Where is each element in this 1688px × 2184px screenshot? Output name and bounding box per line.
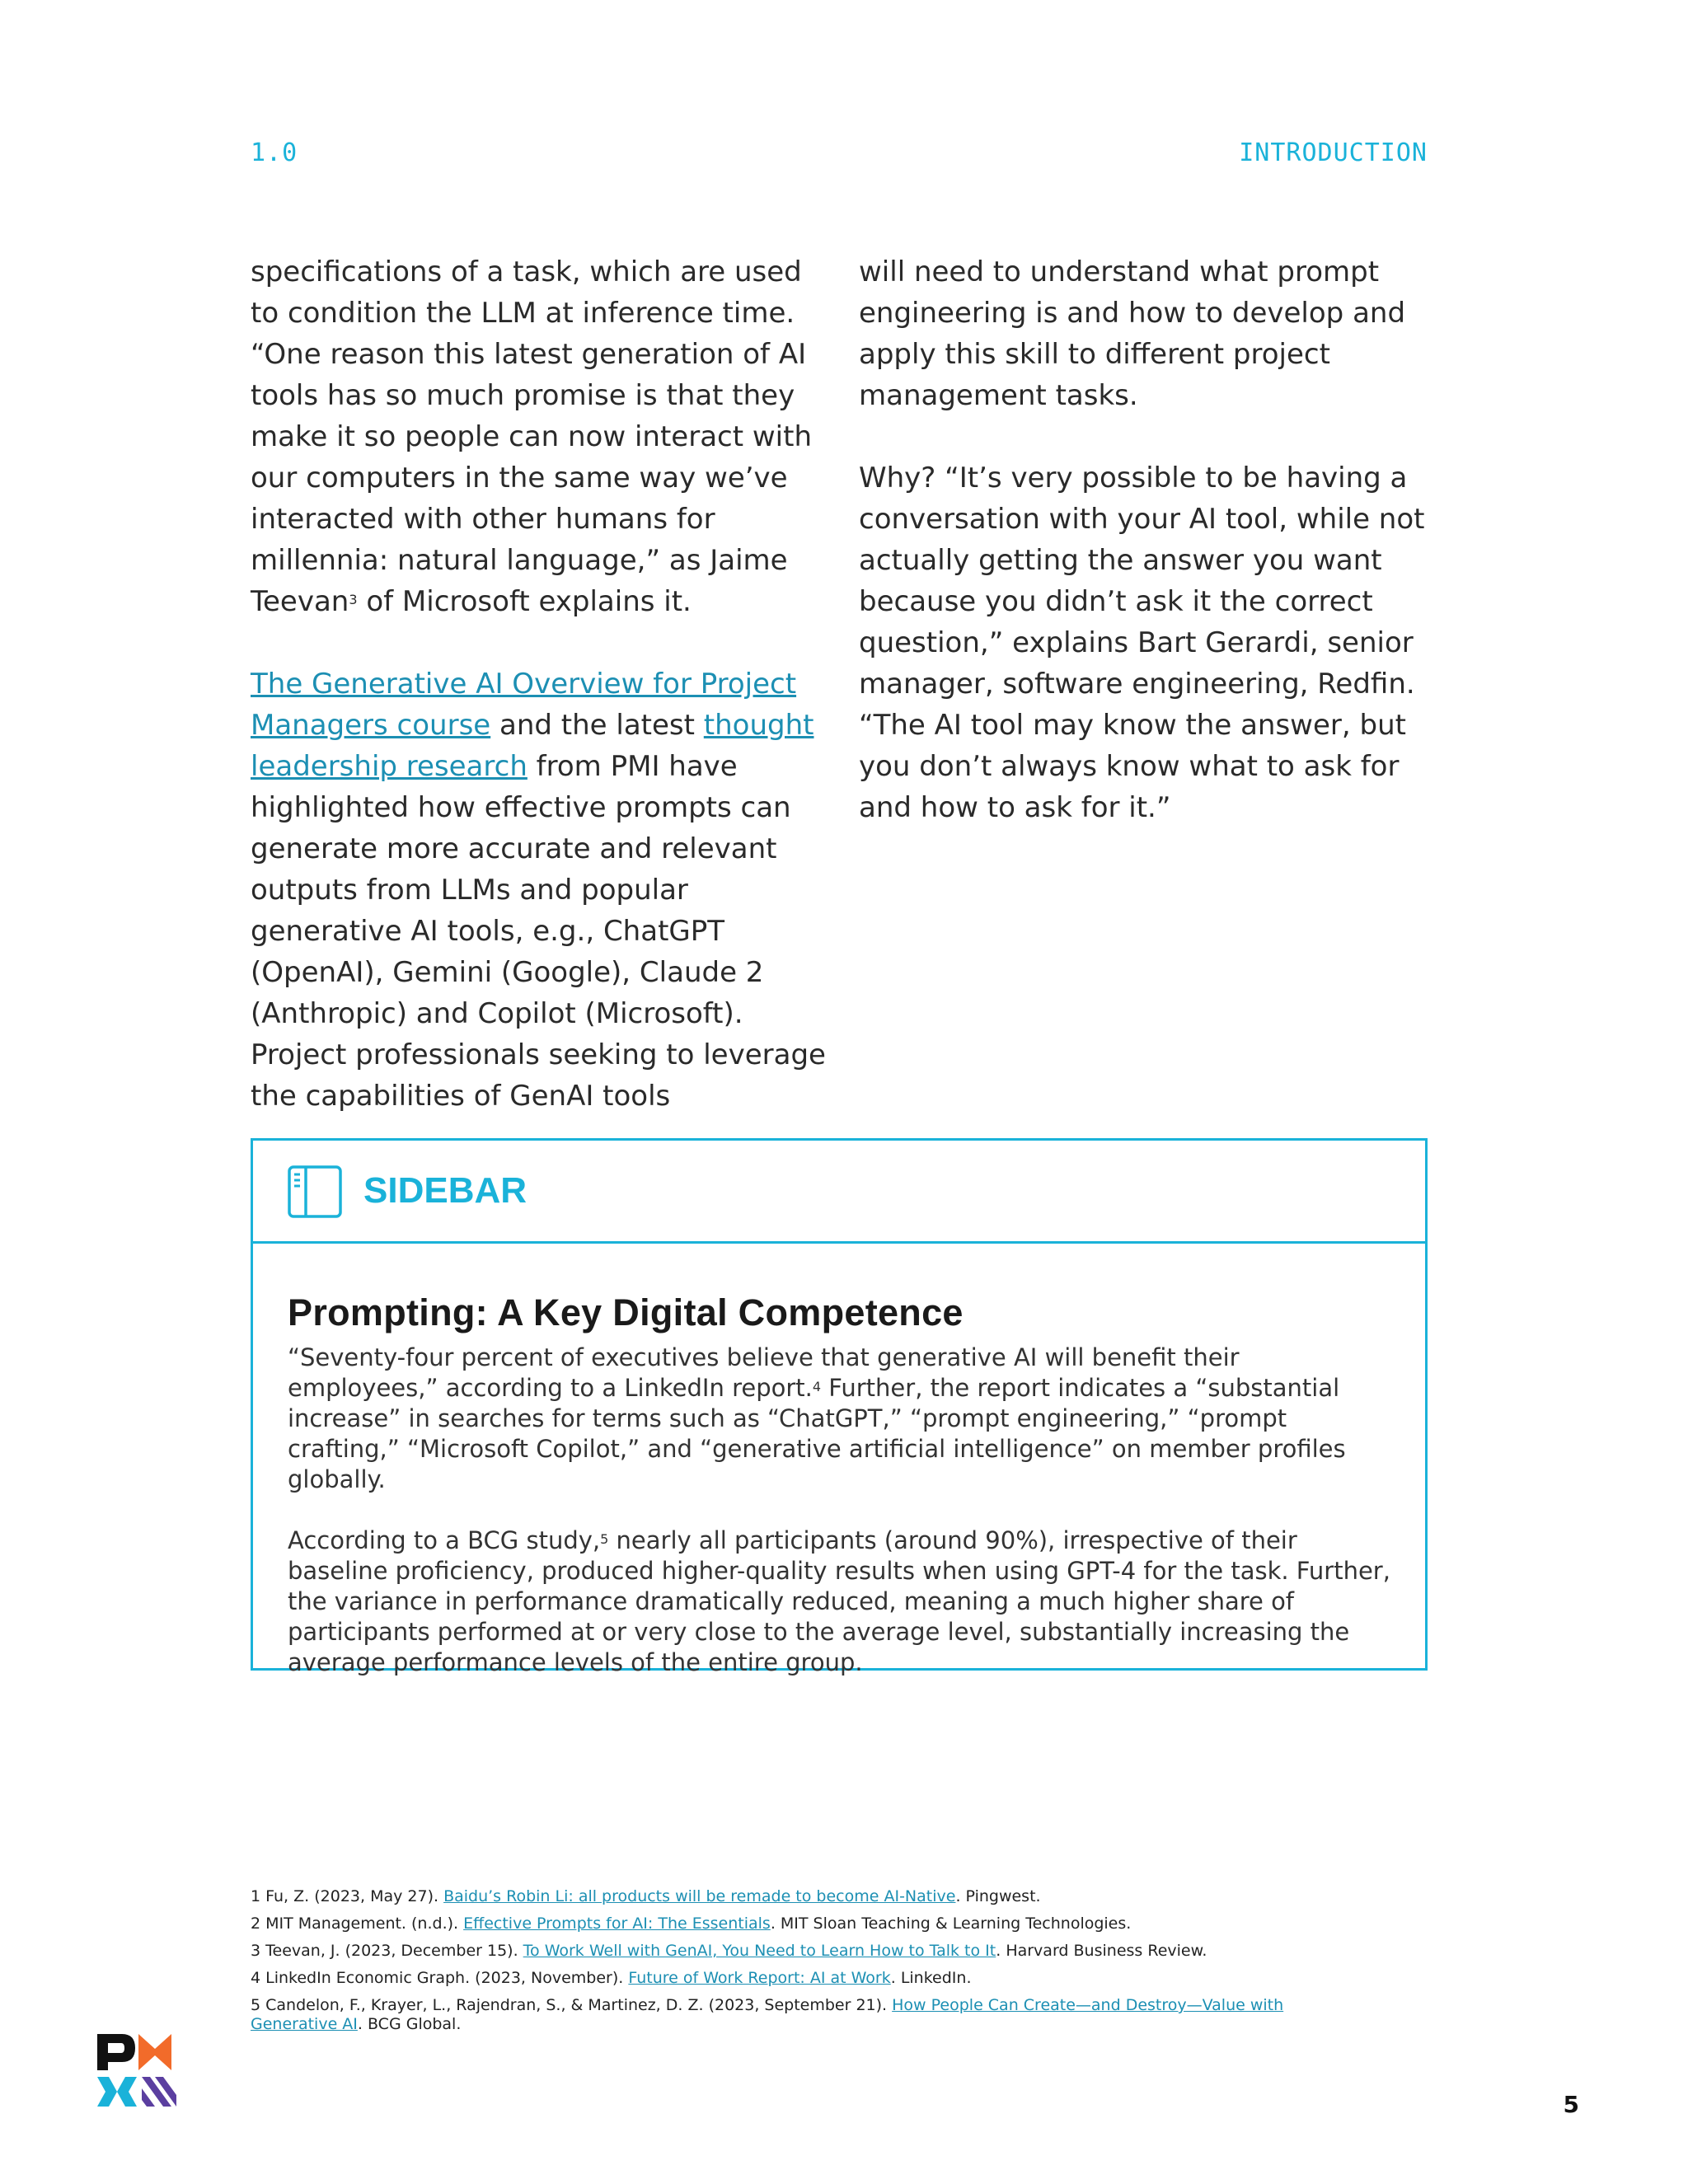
footnote-text: 5 Candelon, F., Krayer, L., Rajendran, S., & Martinez, D. Z. (2023, September 21). [251, 1996, 893, 2014]
left-p1-text-end: of Microsoft explains it. [357, 585, 692, 618]
footnote-text: . LinkedIn. [890, 1969, 972, 1987]
right-paragraph-1: will need to understand what prompt engineering is and how to develop and apply this skill to different project management tasks. [859, 255, 1406, 412]
right-column [859, 251, 1428, 828]
footnote-5 [251, 1996, 1372, 2034]
sidebar-p2-text: According to a BCG study, [288, 1526, 601, 1554]
footnote-text: . Pingwest. [955, 1887, 1041, 1905]
footnote-text: 3 Teevan, J. (2023, December 15). [251, 1942, 523, 1960]
footnote-text: 4 LinkedIn Economic Graph. (2023, November). [251, 1969, 629, 1987]
right-paragraph-2: Why? “It’s very possible to be having a conversation with your AI tool, while not actually getting the answer you want because you didn’t ask it the correct question,” explains Bart Gerardi, senior manager, software engineering, Redfin. “The AI tool may know the answer, but you don’t always know what to ask for and how to ask for it.” [859, 462, 1425, 824]
footnote-text: 1 Fu, Z. (2023, May 27). [251, 1887, 444, 1905]
course-link[interactable]: The Generative AI Overview for Project Managers course [251, 668, 797, 742]
sidebar-heading: Prompting: A Key Digital Competence [288, 1291, 964, 1333]
footnote-link[interactable]: Future of Work Report: AI at Work [628, 1969, 891, 1987]
thought-leadership-link[interactable]: thought leadership research [251, 709, 814, 783]
left-paragraph-2 [251, 663, 828, 1117]
footnote-ref-5[interactable]: 5 [600, 1531, 609, 1547]
sidebar-body [253, 1291, 1425, 1678]
footnote-link[interactable]: Baidu’s Robin Li: all products will be remade to become AI-Native [443, 1887, 956, 1905]
pmi-logo [97, 2034, 188, 2113]
sidebar-label: SIDEBAR [363, 1170, 528, 1211]
footnote-link[interactable]: Effective Prompts for AI: The Essentials [463, 1915, 771, 1933]
section-number: 1.0 [251, 138, 298, 167]
footnote-2 [251, 1915, 1404, 1933]
left-p2-text-end: from PMI have highlighted how effective prompts can generate more accurate and relevant outputs from LLMs and popular generative AI tools, e.g., ChatGPT (OpenAI), Gemini (Google), Claude 2 (Anthropic) and Copilot (Microsoft). Project professionals seeking to leverage the capabilities of GenAI tools [251, 750, 826, 1113]
left-column [251, 251, 828, 1117]
sidebar-header [253, 1141, 1425, 1244]
page-number: 5 [1563, 2091, 1579, 2118]
footnote-3 [251, 1942, 1404, 1961]
footnote-ref-4[interactable]: 4 [812, 1379, 822, 1394]
footnotes [251, 1887, 1404, 2042]
left-p1-text: specifications of a task, which are used to condition the LLM at inference time. “One reason this latest generation of AI tools has so much promise is that they make it so people can now interact with our computers in the same way we’ve interacted with other humans for millennia: natural language,” as Jaime Teevan [251, 255, 812, 618]
section-title: INTRODUCTION [1239, 138, 1428, 167]
footnote-text: . MIT Sloan Teaching & Learning Technologies. [770, 1915, 1132, 1933]
footnote-ref-3[interactable]: 3 [349, 592, 358, 607]
footnote-link[interactable]: To Work Well with GenAI, You Need to Learn How to Talk to It [523, 1942, 996, 1960]
sidebar-p1-text: “Seventy-four percent of executives believe that generative AI will benefit their employees,” according to a LinkedIn report. [288, 1343, 1240, 1402]
left-paragraph-1 [251, 251, 828, 622]
sidebar-p1-text-end: Further, the report indicates a “substantial increase” in searches for terms such as “ChatGPT,” “prompt engineering,” “prompt crafting,” “Microsoft Copilot,” and “generative artificial intelligence” on member profiles globally. [288, 1374, 1346, 1493]
footnote-4 [251, 1969, 1404, 1988]
footnote-1 [251, 1887, 1404, 1906]
left-p2-text: and the latest [490, 709, 704, 742]
footnote-text: . BCG Global. [357, 2015, 462, 2033]
book-icon [288, 1165, 342, 1218]
sidebar-p2-text-end: nearly all participants (around 90%), irrespective of their baseline proficiency, produced higher-quality results when using GPT-4 for the task. Further, the variance in performance dramatically reduced, meaning a much higher share of participants performed at or very close to the average level, substantially increasing the average performance levels of the entire group. [288, 1526, 1390, 1676]
sidebar-paragraph-2 [288, 1526, 1392, 1678]
footnote-text: . Harvard Business Review. [996, 1942, 1207, 1960]
sidebar-paragraph-1 [288, 1343, 1392, 1495]
footnote-text: 2 MIT Management. (n.d.). [251, 1915, 464, 1933]
sidebar-box [251, 1138, 1428, 1676]
footnote-link[interactable]: How People Can Create—and Destroy—Value with Generative AI [251, 1996, 1284, 2033]
